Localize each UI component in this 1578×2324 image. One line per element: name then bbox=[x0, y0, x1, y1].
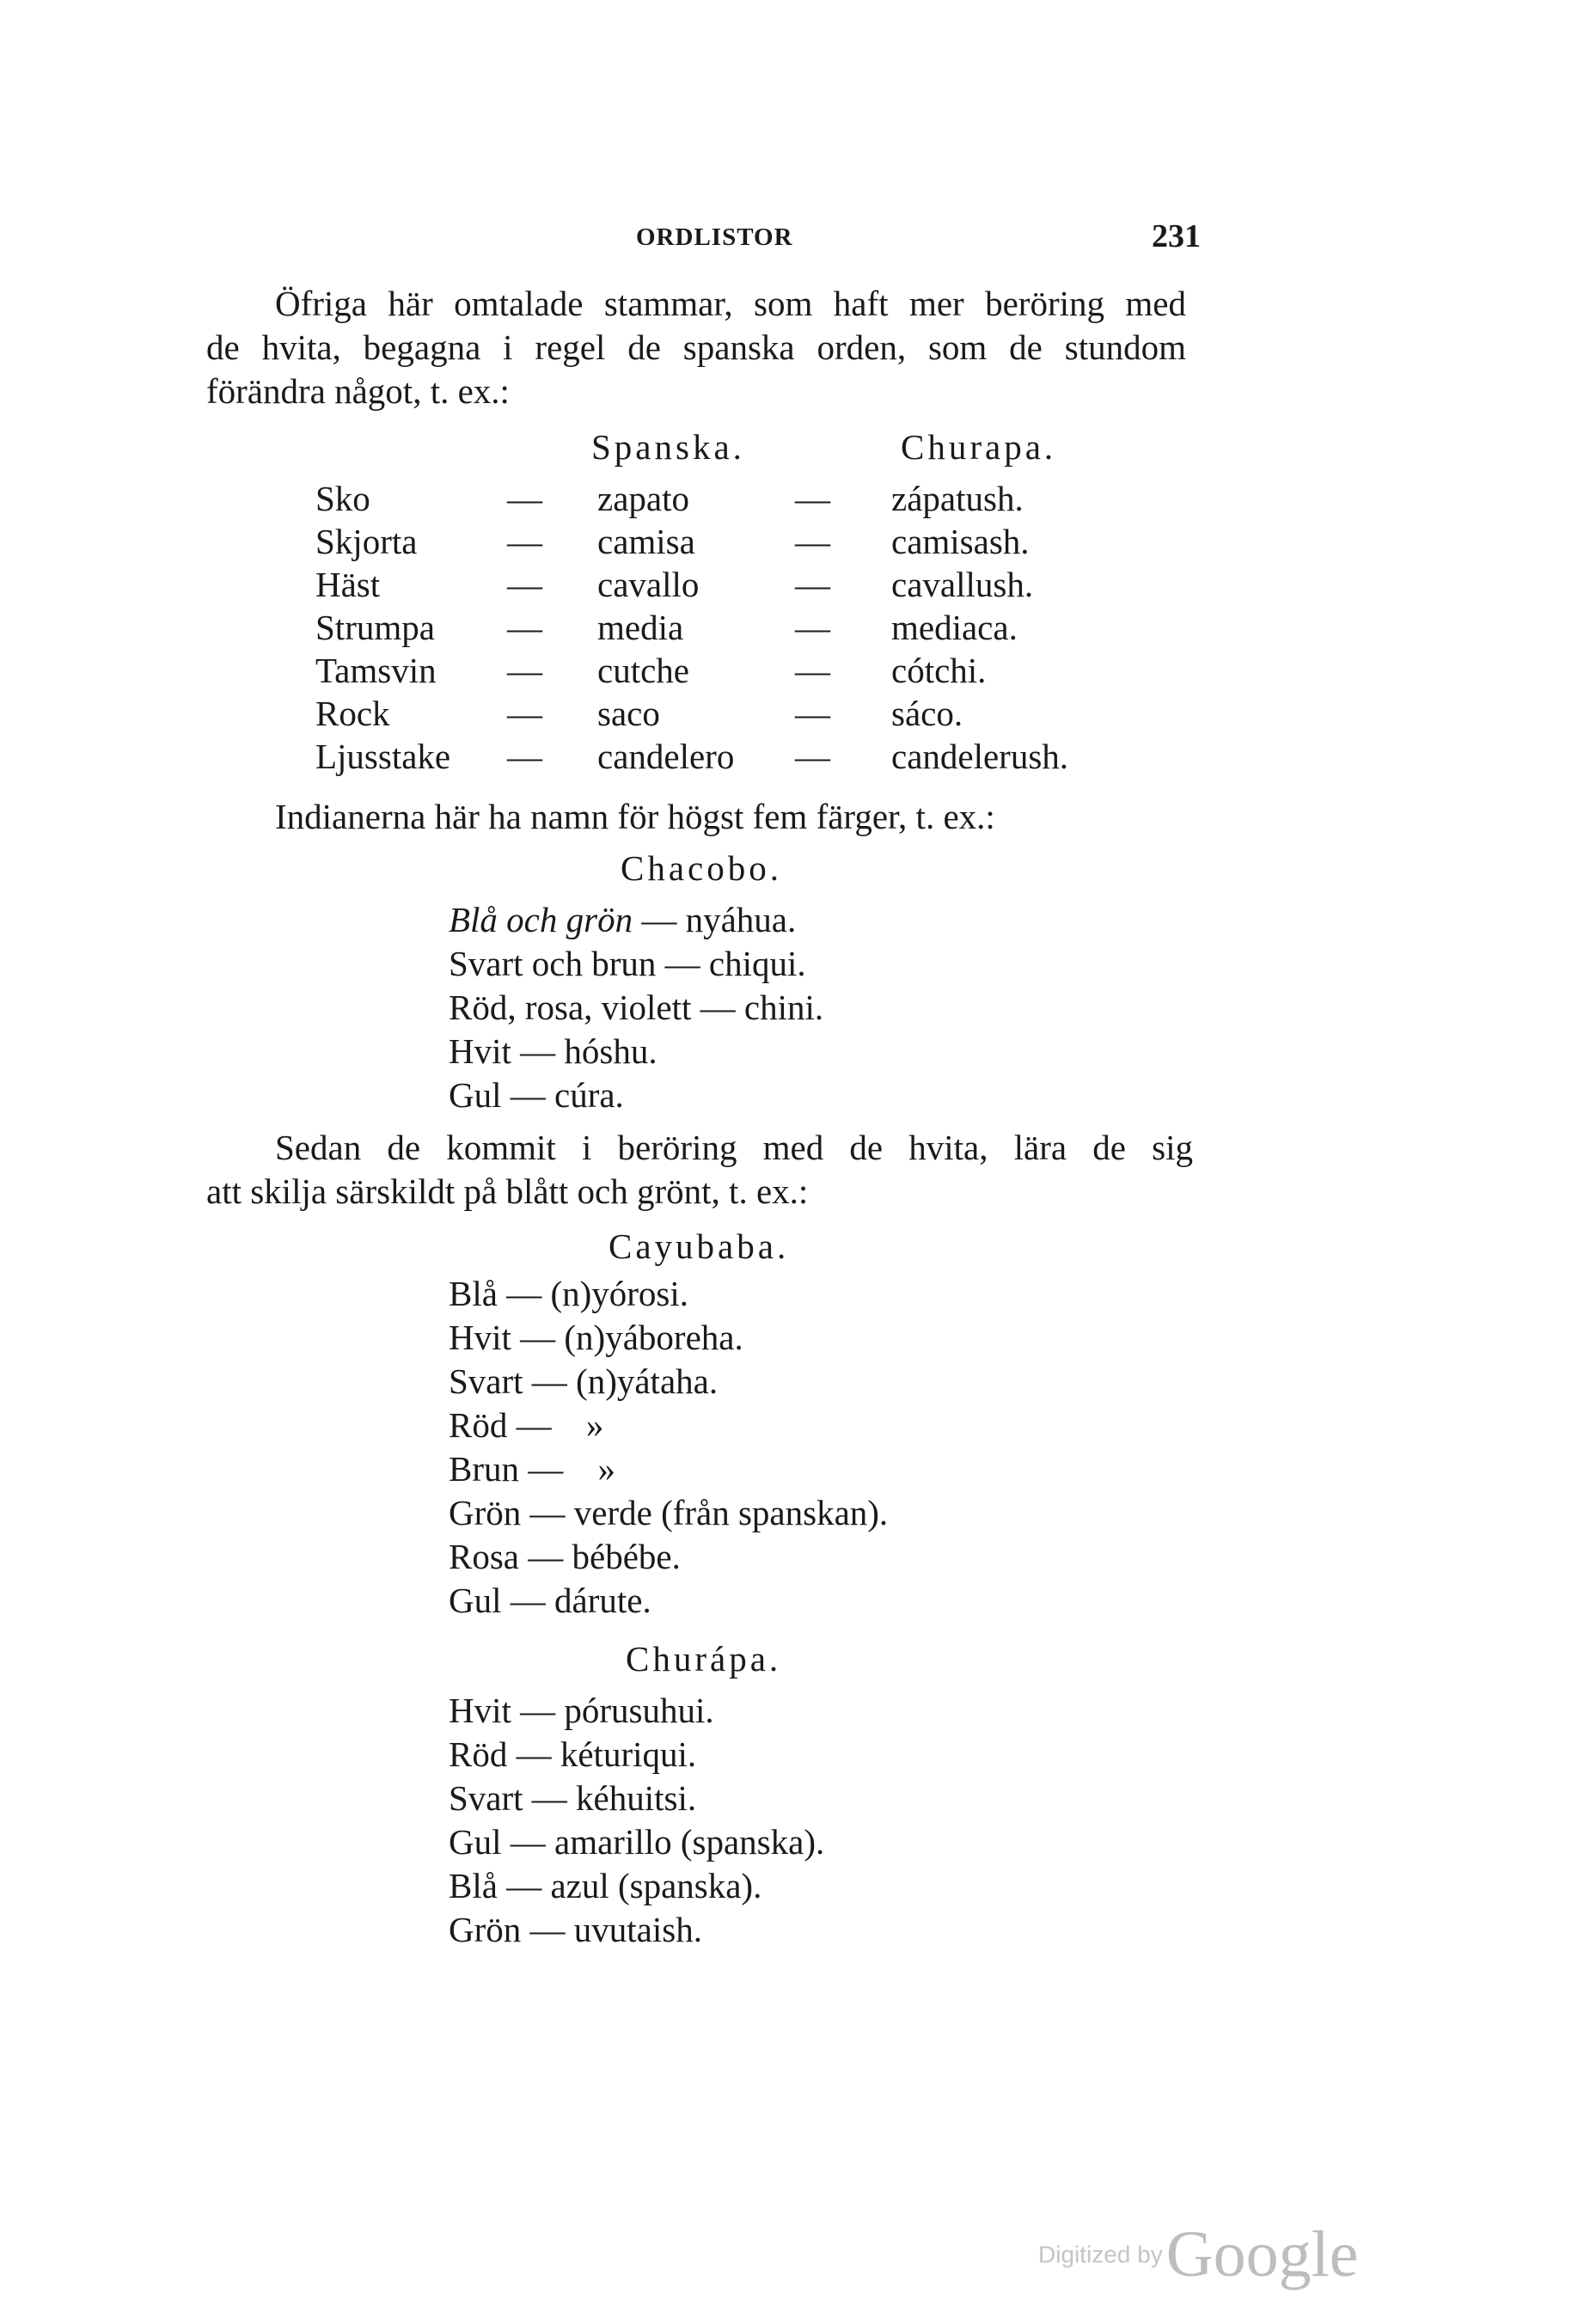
dash: — bbox=[507, 479, 542, 518]
list-item bbox=[449, 1404, 888, 1447]
color-value: verde (från spanskan). bbox=[573, 1493, 889, 1532]
dash: — bbox=[506, 1274, 542, 1313]
list-item bbox=[449, 1073, 823, 1117]
table-header-spanish: Spanska. bbox=[591, 427, 745, 467]
spanish-word: cutche bbox=[597, 651, 689, 690]
color-value: » bbox=[585, 1405, 604, 1445]
dash: — bbox=[520, 1318, 556, 1357]
churapa-word: sáco. bbox=[891, 694, 963, 733]
google-watermark bbox=[1038, 2217, 1358, 2292]
list-item bbox=[449, 1579, 888, 1623]
dash: — bbox=[516, 1405, 552, 1445]
google-logo: Google bbox=[1165, 2218, 1359, 2290]
dash: — bbox=[510, 1075, 546, 1115]
dash: — bbox=[531, 1361, 567, 1401]
churapa-word: camisash. bbox=[891, 522, 1030, 561]
churapa-word: cótchi. bbox=[891, 651, 987, 690]
colors-intro: Indianerna här ha namn för högst fem färger, t. ex.: bbox=[275, 797, 995, 836]
dash: — bbox=[529, 1493, 566, 1532]
color-value: pórusuhui. bbox=[564, 1691, 714, 1730]
section-title-cayubaba: Cayubaba. bbox=[609, 1226, 790, 1266]
section-title-churapa: Churápa. bbox=[626, 1639, 782, 1679]
color-value: chiqui. bbox=[708, 944, 806, 983]
color-value: cúra. bbox=[554, 1075, 624, 1115]
color-value: uvutaish. bbox=[573, 1910, 702, 1949]
dash: — bbox=[795, 479, 830, 518]
color-term: Blå bbox=[449, 1274, 498, 1313]
color-value: chini. bbox=[743, 988, 824, 1027]
color-term: Grön bbox=[449, 1910, 522, 1949]
color-term: Röd, rosa, violett bbox=[449, 988, 692, 1027]
churapa-list bbox=[449, 1689, 824, 1952]
contact-line: att skilja särskildt på blått och grönt, t. ex.: bbox=[206, 1171, 809, 1211]
list-item bbox=[449, 1777, 824, 1820]
color-term: Röd bbox=[449, 1734, 508, 1774]
list-item bbox=[449, 1689, 824, 1733]
spanish-word: zapato bbox=[597, 479, 689, 518]
list-item bbox=[449, 1820, 824, 1864]
color-value: nyáhua. bbox=[685, 900, 797, 939]
spanish-word: camisa bbox=[597, 522, 695, 561]
color-term: Gul bbox=[449, 1075, 502, 1115]
dash: — bbox=[507, 737, 542, 776]
dash: — bbox=[641, 900, 677, 939]
list-item bbox=[449, 1030, 823, 1073]
dash: — bbox=[795, 737, 830, 776]
dash: — bbox=[795, 522, 830, 561]
contact-paragraph bbox=[206, 1126, 1193, 1214]
intro-line: Öfriga här omtalade stammar, som haft mer beröring med bbox=[275, 284, 1186, 323]
churapa-word: zápatush. bbox=[891, 479, 1024, 518]
list-item bbox=[449, 942, 823, 986]
dash: — bbox=[507, 651, 542, 690]
dash: — bbox=[516, 1734, 552, 1774]
color-value: » bbox=[597, 1449, 615, 1489]
color-value: hóshu. bbox=[564, 1031, 658, 1071]
color-value: bébébe. bbox=[572, 1537, 681, 1576]
color-term: Hvit bbox=[449, 1031, 511, 1071]
color-value: (n)yáboreha. bbox=[564, 1318, 743, 1357]
contact-line: Sedan de kommit i beröring med de hvita, lära de sig bbox=[275, 1128, 1193, 1167]
dash: — bbox=[510, 1822, 546, 1862]
churapa-word: mediaca. bbox=[891, 608, 1018, 647]
dash: — bbox=[795, 608, 830, 647]
dash: — bbox=[528, 1449, 564, 1489]
color-term: Blå bbox=[449, 1866, 498, 1905]
section-title-chacobo: Chacobo. bbox=[621, 848, 782, 888]
list-item bbox=[449, 1733, 824, 1777]
color-term: Svart bbox=[449, 1361, 523, 1401]
list-item bbox=[449, 1316, 888, 1360]
list-item bbox=[449, 1272, 888, 1316]
swedish-word: Rock bbox=[315, 694, 390, 733]
running-head: ORDLISTOR bbox=[636, 223, 793, 251]
dash: — bbox=[520, 1691, 556, 1730]
color-value: dárute. bbox=[554, 1581, 651, 1620]
color-term: Grön bbox=[449, 1493, 522, 1532]
color-value: (n)yórosi. bbox=[550, 1274, 688, 1313]
color-term: Svart bbox=[449, 1778, 523, 1818]
color-term: Blå och grön bbox=[449, 900, 633, 939]
swedish-word: Sko bbox=[315, 479, 370, 518]
chacobo-list bbox=[449, 898, 823, 1117]
list-item bbox=[449, 1491, 888, 1535]
list-item bbox=[449, 986, 823, 1030]
color-term: Brun bbox=[449, 1449, 519, 1489]
color-value: kéhuitsi. bbox=[576, 1778, 697, 1818]
list-item bbox=[449, 1864, 824, 1908]
intro-paragraph bbox=[206, 282, 1186, 413]
list-item bbox=[449, 1535, 888, 1579]
dash: — bbox=[700, 988, 736, 1027]
color-value: azul (spanska). bbox=[550, 1866, 762, 1905]
churapa-word: cavallush. bbox=[891, 565, 1034, 604]
spanish-word: candelero bbox=[597, 737, 735, 776]
color-term: Hvit bbox=[449, 1691, 511, 1730]
dash: — bbox=[795, 694, 830, 733]
intro-line: de hvita, begagna i regel de spanska orden, som de stundom bbox=[206, 327, 1186, 367]
swedish-word: Skjorta bbox=[315, 522, 418, 561]
dash: — bbox=[520, 1031, 556, 1071]
list-item bbox=[449, 1447, 888, 1491]
color-value: kéturiqui. bbox=[560, 1734, 697, 1774]
cayubaba-list bbox=[449, 1272, 888, 1623]
color-term: Gul bbox=[449, 1822, 502, 1862]
spanish-word: saco bbox=[597, 694, 660, 733]
dash: — bbox=[528, 1537, 564, 1576]
color-value: amarillo (spanska). bbox=[554, 1822, 825, 1862]
dash: — bbox=[506, 1866, 542, 1905]
dash: — bbox=[795, 651, 830, 690]
spanish-word: cavallo bbox=[597, 565, 700, 604]
dash: — bbox=[664, 944, 700, 983]
color-term: Rosa bbox=[449, 1537, 519, 1576]
list-item bbox=[449, 1360, 888, 1404]
dash: — bbox=[510, 1581, 546, 1620]
dash: — bbox=[529, 1910, 566, 1949]
color-term: Hvit bbox=[449, 1318, 511, 1357]
dash: — bbox=[507, 608, 542, 647]
dash: — bbox=[795, 565, 830, 604]
swedish-word: Häst bbox=[315, 565, 381, 604]
swedish-word: Strumpa bbox=[315, 608, 435, 647]
dash: — bbox=[507, 522, 542, 561]
swedish-word: Ljusstake bbox=[315, 737, 451, 776]
watermark-prefix: Digitized by bbox=[1038, 2241, 1163, 2268]
spanish-word: media bbox=[597, 608, 684, 647]
color-term: Röd bbox=[449, 1405, 508, 1445]
list-item bbox=[449, 1908, 824, 1952]
color-term: Gul bbox=[449, 1581, 502, 1620]
swedish-word: Tamsvin bbox=[315, 651, 437, 690]
dash: — bbox=[507, 565, 542, 604]
color-term: Svart och brun bbox=[449, 944, 657, 983]
list-item bbox=[449, 898, 823, 942]
dash: — bbox=[531, 1778, 567, 1818]
churapa-word: candelerush. bbox=[891, 737, 1069, 776]
color-value: (n)yátaha. bbox=[576, 1361, 719, 1401]
intro-line: förändra något, t. ex.: bbox=[206, 371, 510, 411]
dash: — bbox=[507, 694, 542, 733]
page-number: 231 bbox=[1152, 218, 1201, 254]
table-header-churapa: Churapa. bbox=[901, 427, 1057, 467]
